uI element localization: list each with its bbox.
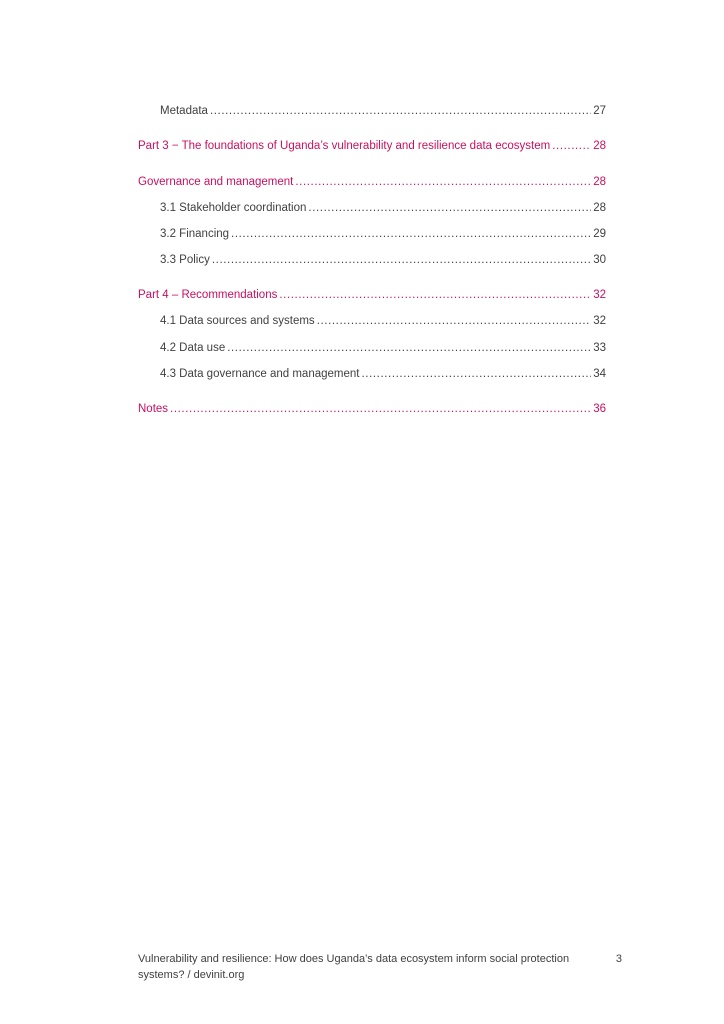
toc-entry-part-4[interactable] xyxy=(138,288,606,302)
toc-dot-leader xyxy=(212,253,591,267)
toc-entry-page: 29 xyxy=(593,228,606,240)
page-number: 3 xyxy=(615,953,622,965)
toc-entry-governance-and-management[interactable] xyxy=(138,175,606,189)
toc-dot-leader xyxy=(279,288,591,302)
toc-dot-leader xyxy=(552,139,591,153)
toc-entry-page: 27 xyxy=(593,105,606,117)
toc-entry-label: 4.2 Data use xyxy=(160,342,226,354)
toc-entry-stakeholder-coordination[interactable] xyxy=(160,201,606,215)
toc-entry-page: 33 xyxy=(593,342,606,354)
toc-entry-notes[interactable] xyxy=(138,402,606,416)
toc-entry-label: 3.1 Stakeholder coordination xyxy=(160,202,307,214)
toc-entry-policy[interactable] xyxy=(160,253,606,267)
toc-entry-label: 3.3 Policy xyxy=(160,254,210,266)
toc-entry-page: 36 xyxy=(593,403,606,415)
toc-entry-financing[interactable] xyxy=(160,227,606,241)
toc-entry-page: 30 xyxy=(593,254,606,266)
toc-dot-leader xyxy=(231,227,591,241)
toc-entry-page: 28 xyxy=(593,140,606,152)
toc-entry-page: 28 xyxy=(593,202,606,214)
toc-entry-metadata[interactable] xyxy=(160,104,606,118)
toc-dot-leader xyxy=(210,104,591,118)
toc-entry-label: Notes xyxy=(138,403,169,415)
toc-dot-leader xyxy=(170,402,591,416)
toc-entry-part-3[interactable] xyxy=(138,139,606,153)
toc-dot-leader xyxy=(227,341,591,355)
toc-entry-data-sources-and-systems[interactable] xyxy=(160,314,606,328)
toc-dot-leader xyxy=(317,314,592,328)
toc-entry-page: 28 xyxy=(593,176,606,188)
toc-entry-label: 3.2 Financing xyxy=(160,228,230,240)
toc-entry-label: Part 4 – Recommendations xyxy=(138,289,278,301)
toc-entry-label: Part 3 − The foundations of Uganda’s vulnerability and resilience data ecosystem xyxy=(138,140,551,152)
toc-dot-leader xyxy=(308,201,591,215)
toc-entry-label: 4.1 Data sources and systems xyxy=(160,315,315,327)
toc-entry-label: Metadata xyxy=(160,105,208,117)
toc-entry-page: 32 xyxy=(593,315,606,327)
toc-dot-leader xyxy=(295,175,591,189)
footer-text: Vulnerability and resilience: How does Uganda’s data ecosystem inform social protection systems? / devinit.org xyxy=(138,953,570,981)
toc-entry-page: 32 xyxy=(593,289,606,301)
toc-entry-data-use[interactable] xyxy=(160,341,606,355)
toc-entry-label: 4.3 Data governance and management xyxy=(160,368,360,380)
toc-entry-page: 34 xyxy=(593,368,606,380)
toc-dot-leader xyxy=(361,367,591,381)
toc-entry-data-governance-and-management[interactable] xyxy=(160,367,606,381)
toc-entry-label: Governance and management xyxy=(138,176,294,188)
